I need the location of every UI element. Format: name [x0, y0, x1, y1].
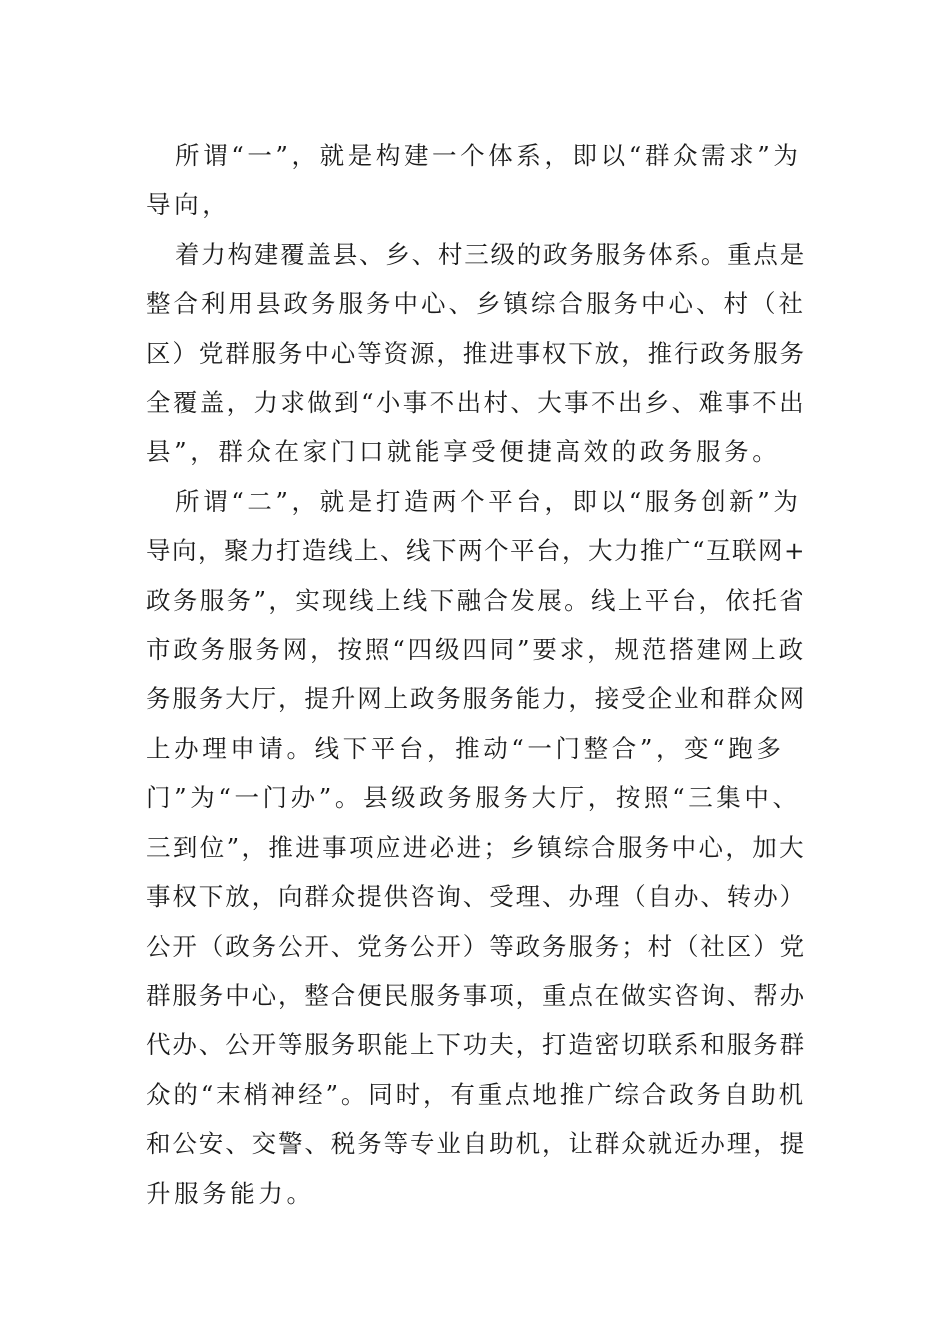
- text-line: 整合利用县政务服务中心、乡镇综合服务中心、村（社: [146, 289, 806, 319]
- text-line: 导向，聚力打造线上、线下两个平台，大力推广“互联网+: [146, 536, 806, 566]
- text-line: 公开（政务公开、党务公开）等政务服务；村（社区）党: [146, 931, 806, 961]
- text-line: 事权下放，向群众提供咨询、受理、办理（自办、转办）: [146, 882, 806, 912]
- text-line: 代办、公开等服务职能上下功夫，打造密切联系和服务群: [146, 1030, 806, 1060]
- text-line: 政务服务”，实现线上线下融合发展。线上平台，依托省: [146, 585, 806, 615]
- text-line: 和公安、交警、税务等专业自助机，让群众就近办理，提: [146, 1129, 806, 1159]
- text-line: 县”，群众在家门口就能享受便捷高效的政务服务。: [146, 437, 781, 467]
- document-body: [146, 131, 806, 1218]
- text-line: 众的“末梢神经”。同时，有重点地推广综合政务自助机: [146, 1079, 806, 1109]
- text-line: 升服务能力。: [146, 1178, 315, 1208]
- text-line: 着力构建覆盖县、乡、村三级的政务服务体系。重点是: [175, 239, 806, 269]
- paragraph-3: [146, 477, 806, 1218]
- paragraph-2: [146, 230, 806, 477]
- text-line: 门”为“一门办”。县级政务服务大厅，按照“三集中、: [146, 783, 801, 813]
- text-line: 所谓“一”，就是构建一个体系，即以“群众需求”为: [175, 141, 802, 170]
- text-line: 全覆盖，力求做到“小事不出村、大事不出乡、难事不出: [146, 388, 806, 418]
- text-line: 区）党群服务中心等资源，推进事权下放，推行政务服务: [146, 338, 806, 368]
- text-line: 务服务大厅，提升网上政务服务能力，接受企业和群众网: [146, 684, 806, 714]
- text-line: 所谓“二”，就是打造两个平台，即以“服务创新”为: [175, 486, 802, 516]
- text-line: 导向，: [146, 190, 231, 220]
- text-line: 市政务服务网，按照“四级四同”要求，规范搭建网上政: [146, 635, 806, 665]
- text-line: 三到位”，推进事项应进必进；乡镇综合服务中心，加大: [146, 832, 806, 862]
- text-line: 群服务中心，整合便民服务事项，重点在做实咨询、帮办: [146, 980, 806, 1010]
- text-line: 上办理申请。线下平台，推动“一门整合”，变“跑多: [146, 733, 785, 763]
- paragraph-1: [146, 131, 806, 230]
